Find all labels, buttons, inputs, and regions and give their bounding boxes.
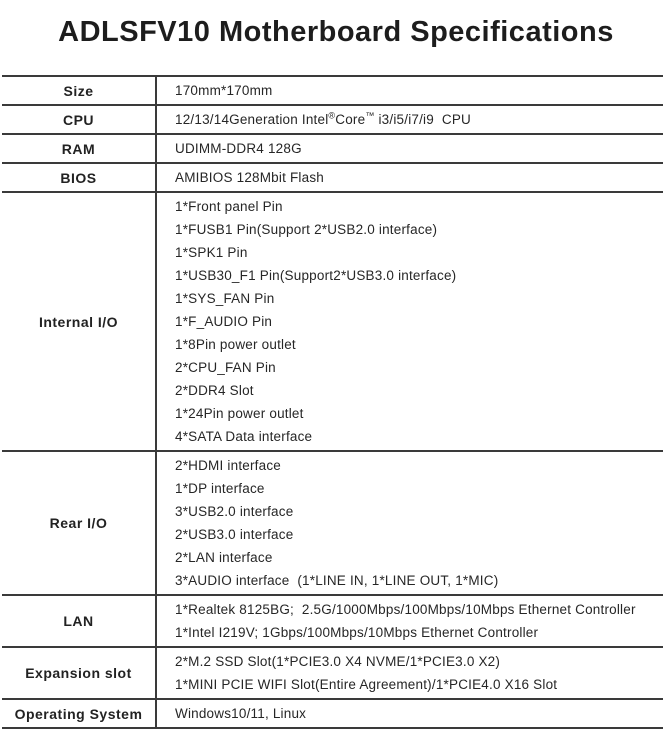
- spec-value-line: 1*Front panel Pin: [175, 199, 283, 214]
- spec-value: [157, 700, 663, 727]
- spec-table: [2, 75, 663, 729]
- spec-row-operating-system: [2, 700, 663, 729]
- spec-value-line: 1*DP interface: [175, 481, 265, 496]
- spec-value-line: UDIMM-DDR4 128G: [175, 141, 302, 156]
- spec-row-rear-i-o: [2, 452, 663, 596]
- spec-label: LAN: [2, 596, 157, 646]
- spec-value: [157, 596, 663, 646]
- spec-value-line: 2*CPU_FAN Pin: [175, 360, 276, 375]
- spec-value-line: 2*LAN interface: [175, 550, 273, 565]
- spec-row-lan: [2, 596, 663, 648]
- spec-value: [157, 164, 663, 191]
- spec-label: Size: [2, 77, 157, 104]
- spec-row-internal-i-o: [2, 193, 663, 452]
- spec-row-size: [2, 77, 663, 106]
- spec-value: [157, 106, 663, 133]
- page-title: ADLSFV10 Motherboard Specifications: [58, 16, 614, 48]
- spec-value-line: 1*Realtek 8125BG; 2.5G/1000Mbps/100Mbps/10Mbps Ethernet Controller: [175, 602, 636, 617]
- spec-label: Rear I/O: [2, 452, 157, 594]
- spec-value-line: 1*8Pin power outlet: [175, 337, 296, 352]
- spec-value-line: 1*F_AUDIO Pin: [175, 314, 273, 329]
- spec-value-line: 2*USB3.0 interface: [175, 527, 294, 542]
- spec-value-line: 3*USB2.0 interface: [175, 504, 294, 519]
- spec-row-expansion-slot: [2, 648, 663, 700]
- spec-row-bios: [2, 164, 663, 193]
- spec-value: [157, 452, 663, 594]
- spec-value-line: 1*USB30_F1 Pin(Support2*USB3.0 interface): [175, 268, 457, 283]
- spec-label: RAM: [2, 135, 157, 162]
- spec-value-line: 3*AUDIO interface (1*LINE IN, 1*LINE OUT, 1*MIC): [175, 573, 499, 588]
- spec-value: [157, 135, 663, 162]
- spec-label: BIOS: [2, 164, 157, 191]
- spec-label: Expansion slot: [2, 648, 157, 698]
- spec-value-line: 1*SYS_FAN Pin: [175, 291, 275, 306]
- spec-value-line: 1*FUSB1 Pin(Support 2*USB2.0 interface): [175, 222, 438, 237]
- spec-value-line: 2*HDMI interface: [175, 458, 281, 473]
- spec-value-line: 12/13/14Generation Intel®Core™ i3/i5/i7/i9 CPU: [175, 110, 471, 127]
- spec-value-line: 2*DDR4 Slot: [175, 383, 254, 398]
- spec-row-ram: [2, 135, 663, 164]
- spec-label: CPU: [2, 106, 157, 133]
- spec-row-cpu: [2, 106, 663, 135]
- spec-value-line: 1*SPK1 Pin: [175, 245, 248, 260]
- spec-value-line: 1*MINI PCIE WIFI Slot(Entire Agreement)/1*PCIE4.0 X16 Slot: [175, 677, 558, 692]
- spec-value-line: 1*24Pin power outlet: [175, 406, 304, 421]
- spec-value: [157, 193, 663, 450]
- spec-value-line: 2*M.2 SSD Slot(1*PCIE3.0 X4 NVME/1*PCIE3.0 X2): [175, 654, 501, 669]
- spec-value-line: 170mm*170mm: [175, 83, 273, 98]
- spec-label: Operating System: [2, 700, 157, 727]
- spec-value-line: AMIBIOS 128Mbit Flash: [175, 170, 325, 185]
- spec-value-line: 4*SATA Data interface: [175, 429, 313, 444]
- spec-value: [157, 77, 663, 104]
- spec-value: [157, 648, 663, 698]
- spec-label: Internal I/O: [2, 193, 157, 450]
- spec-value-line: Windows10/11, Linux: [175, 706, 307, 721]
- spec-value-line: 1*Intel I219V; 1Gbps/100Mbps/10Mbps Ethernet Controller: [175, 625, 539, 640]
